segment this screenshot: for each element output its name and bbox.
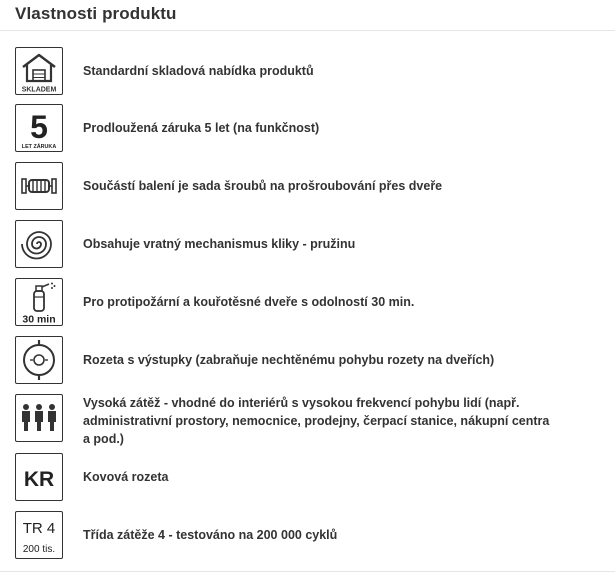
feature-label: Součástí balení je sada šroubů na prošroubování přes dveře: [83, 179, 443, 193]
fire-extinguisher-icon: [15, 278, 63, 326]
feature-label: Prodloužená záruka 5 let (na funkčnost): [83, 121, 320, 135]
feature-label: Vysoká zátěž - vhodné do interiérů s vysokou frekvencí pohybu lidí (např. administrativní prostory, nemocnice, prodejny, čerpací stanice, nákupní centra a pod.): [83, 396, 550, 446]
icon-text-kr: KR: [23, 468, 55, 491]
feature-label: Standardní skladová nabídka produktů: [83, 64, 314, 78]
icon-subtext-tr4: 200 tis.: [22, 544, 56, 555]
icon-text-warranty: LET ZÁRUKA: [21, 144, 57, 150]
feature-label: Rozeta s výstupky (zabraňuje nechtěnému pohybu rozety na dveřích): [83, 353, 495, 367]
feature-item-warranty: [15, 104, 605, 156]
title-divider: [0, 30, 615, 31]
feature-item-screws: [15, 162, 605, 214]
icon-number-warranty: 5: [30, 109, 48, 145]
screw-set-icon: [15, 162, 63, 210]
feature-label: Kovová rozeta: [83, 470, 169, 484]
icon-text-stock: SKLADEM: [21, 86, 57, 94]
section-title: Vlastnosti produktu: [15, 4, 177, 23]
rosette-protrusions-icon: [15, 336, 63, 384]
icon-text-fire: 30 min: [22, 313, 56, 325]
feature-item-rosette: [15, 336, 605, 388]
feature-item-fire: [15, 278, 605, 330]
spring-mechanism-icon: [15, 220, 63, 268]
feature-item-stock: [15, 47, 605, 99]
bottom-divider: [0, 571, 615, 572]
kr-metal-rosette-icon: [15, 453, 63, 501]
high-traffic-people-icon: [15, 394, 63, 442]
warehouse-stock-icon: [15, 47, 63, 95]
warranty-5-years-icon: [15, 104, 63, 152]
feature-label: Pro protipožární a kouřotěsné dveře s odolností 30 min.: [83, 295, 415, 309]
feature-item-high-load: [15, 394, 605, 454]
feature-item-load-class: [15, 511, 605, 563]
feature-label: Třída zátěže 4 - testováno na 200 000 cyklů: [83, 528, 338, 542]
feature-item-spring: [15, 220, 605, 272]
feature-label: Obsahuje vratný mechanismus kliky - pružinu: [83, 237, 356, 251]
load-class-tr4-icon: [15, 511, 63, 559]
icon-text-tr4: TR 4: [22, 520, 56, 537]
feature-item-kr: [15, 453, 605, 505]
